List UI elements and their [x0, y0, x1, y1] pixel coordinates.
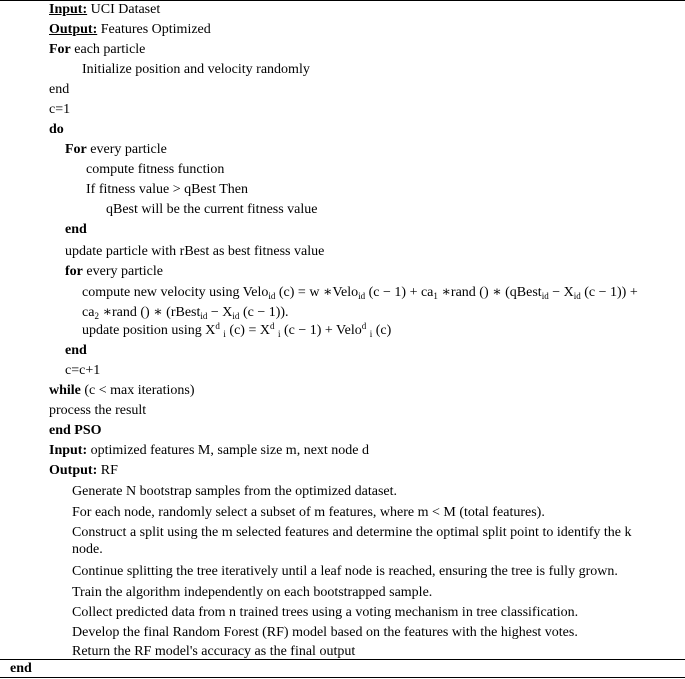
- process-line: process the result: [49, 403, 147, 418]
- velocity-text: compute new velocity using Velo: [82, 285, 269, 300]
- velocity-formula-line-1: [82, 284, 638, 302]
- velocity-text: (c − 1) + ca: [365, 285, 434, 300]
- velocity-text: ∗rand () ∗ (qBest: [437, 285, 542, 300]
- end-line-2: end: [65, 222, 87, 237]
- rf-input-value: optimized features M, sample size m, next node d: [90, 443, 370, 458]
- end-line-1: end: [49, 82, 70, 97]
- output-value: Features Optimized: [100, 22, 211, 37]
- subscript-id: id: [232, 311, 240, 321]
- output-label: Output:: [49, 22, 98, 37]
- while-line: [49, 382, 195, 400]
- rf-output-line: [49, 462, 118, 480]
- velocity-text: ca: [82, 305, 95, 320]
- rf-output-label: Output:: [49, 463, 98, 478]
- while-keyword: while: [49, 383, 81, 398]
- velocity-formula-line-2: [82, 304, 289, 322]
- subscript-1: 1: [433, 291, 438, 301]
- rf-step-3-cont: node.: [72, 542, 103, 557]
- subscript-2: 2: [94, 311, 99, 321]
- velocity-text: (c − 1)) +: [580, 285, 638, 300]
- rf-output-value: RF: [100, 463, 118, 478]
- velocity-text: (c − 1)).: [239, 305, 289, 320]
- position-formula-line: [82, 322, 391, 340]
- rf-step-7: Develop the final Random Forest (RF) model based on the features with the highest votes.: [72, 625, 578, 640]
- do-line: do: [49, 122, 64, 137]
- for-each-particle-line: [49, 41, 145, 59]
- subscript-id: id: [200, 311, 208, 321]
- velocity-text: − X: [207, 305, 233, 320]
- for-every-particle-line: [65, 141, 167, 159]
- end-line-3: end: [65, 343, 87, 358]
- subscript-id: id: [573, 291, 581, 301]
- rf-step-6: Collect predicted data from n trained trees using a voting mechanism in tree classification.: [72, 605, 579, 620]
- subscript-id: id: [541, 291, 549, 301]
- rf-step-8: Return the RF model's accuracy as the final output: [72, 644, 356, 659]
- superscript-d: d: [215, 321, 220, 331]
- subscript-i: i: [277, 329, 281, 339]
- position-text: (c) = X: [225, 323, 270, 338]
- for-text-3: every particle: [86, 264, 163, 279]
- position-text: update position using X: [82, 323, 216, 338]
- input-line: [49, 1, 160, 19]
- rf-step-1: Generate N bootstrap samples from the optimized dataset.: [72, 484, 398, 499]
- rf-step-5: Train the algorithm independently on each bootstrapped sample.: [72, 585, 433, 600]
- bottom-rule: [0, 677, 685, 678]
- rf-step-4: Continue splitting the tree iteratively until a leaf node is reached, ensuring the tree is fully grown.: [72, 564, 618, 579]
- if-fitness-line: If fitness value > qBest Then: [86, 182, 248, 197]
- rf-input-label: Input:: [49, 443, 88, 458]
- for-keyword: For: [49, 42, 71, 57]
- position-text: (c − 1) + Velo: [280, 323, 362, 338]
- rf-input-line: [49, 442, 369, 460]
- c-init-line: c=1: [49, 102, 71, 117]
- end-pso-line: end PSO: [49, 423, 102, 438]
- while-text: (c < max iterations): [84, 383, 195, 398]
- for-keyword-3: for: [65, 264, 83, 279]
- superscript-d: d: [269, 321, 275, 331]
- qbest-line: qBest will be the current fitness value: [106, 202, 318, 217]
- subscript-i: i: [369, 329, 373, 339]
- velocity-text: − X: [548, 285, 574, 300]
- output-line: [49, 21, 211, 39]
- superscript-d: d: [361, 321, 367, 331]
- velocity-text: ∗rand () ∗ (rBest: [98, 305, 201, 320]
- input-value: UCI Dataset: [90, 2, 161, 17]
- init-line: Initialize position and velocity randomly: [82, 62, 310, 77]
- divider-rule: [0, 659, 685, 660]
- input-label: Input:: [49, 2, 88, 17]
- final-end: end: [10, 661, 32, 676]
- for-text: each particle: [74, 42, 146, 57]
- rf-step-3: Construct a split using the m selected features and determine the optimal split point to identify the k: [72, 525, 632, 540]
- subscript-id: id: [358, 291, 366, 301]
- position-text: (c): [372, 323, 392, 338]
- compute-fitness-line: compute fitness function: [86, 162, 225, 177]
- update-rbest-line: update particle with rBest as best fitness value: [65, 244, 325, 259]
- for-every-particle-line-2: [65, 263, 163, 281]
- velocity-text: (c) = w ∗Velo: [275, 285, 359, 300]
- for-keyword-2: For: [65, 142, 87, 157]
- for-text-2: every particle: [90, 142, 167, 157]
- rf-step-2: For each node, randomly select a subset of m features, where m < M (total features).: [72, 505, 545, 520]
- subscript-id: id: [268, 291, 276, 301]
- c-increment-line: c=c+1: [65, 363, 101, 378]
- subscript-i: i: [223, 329, 226, 339]
